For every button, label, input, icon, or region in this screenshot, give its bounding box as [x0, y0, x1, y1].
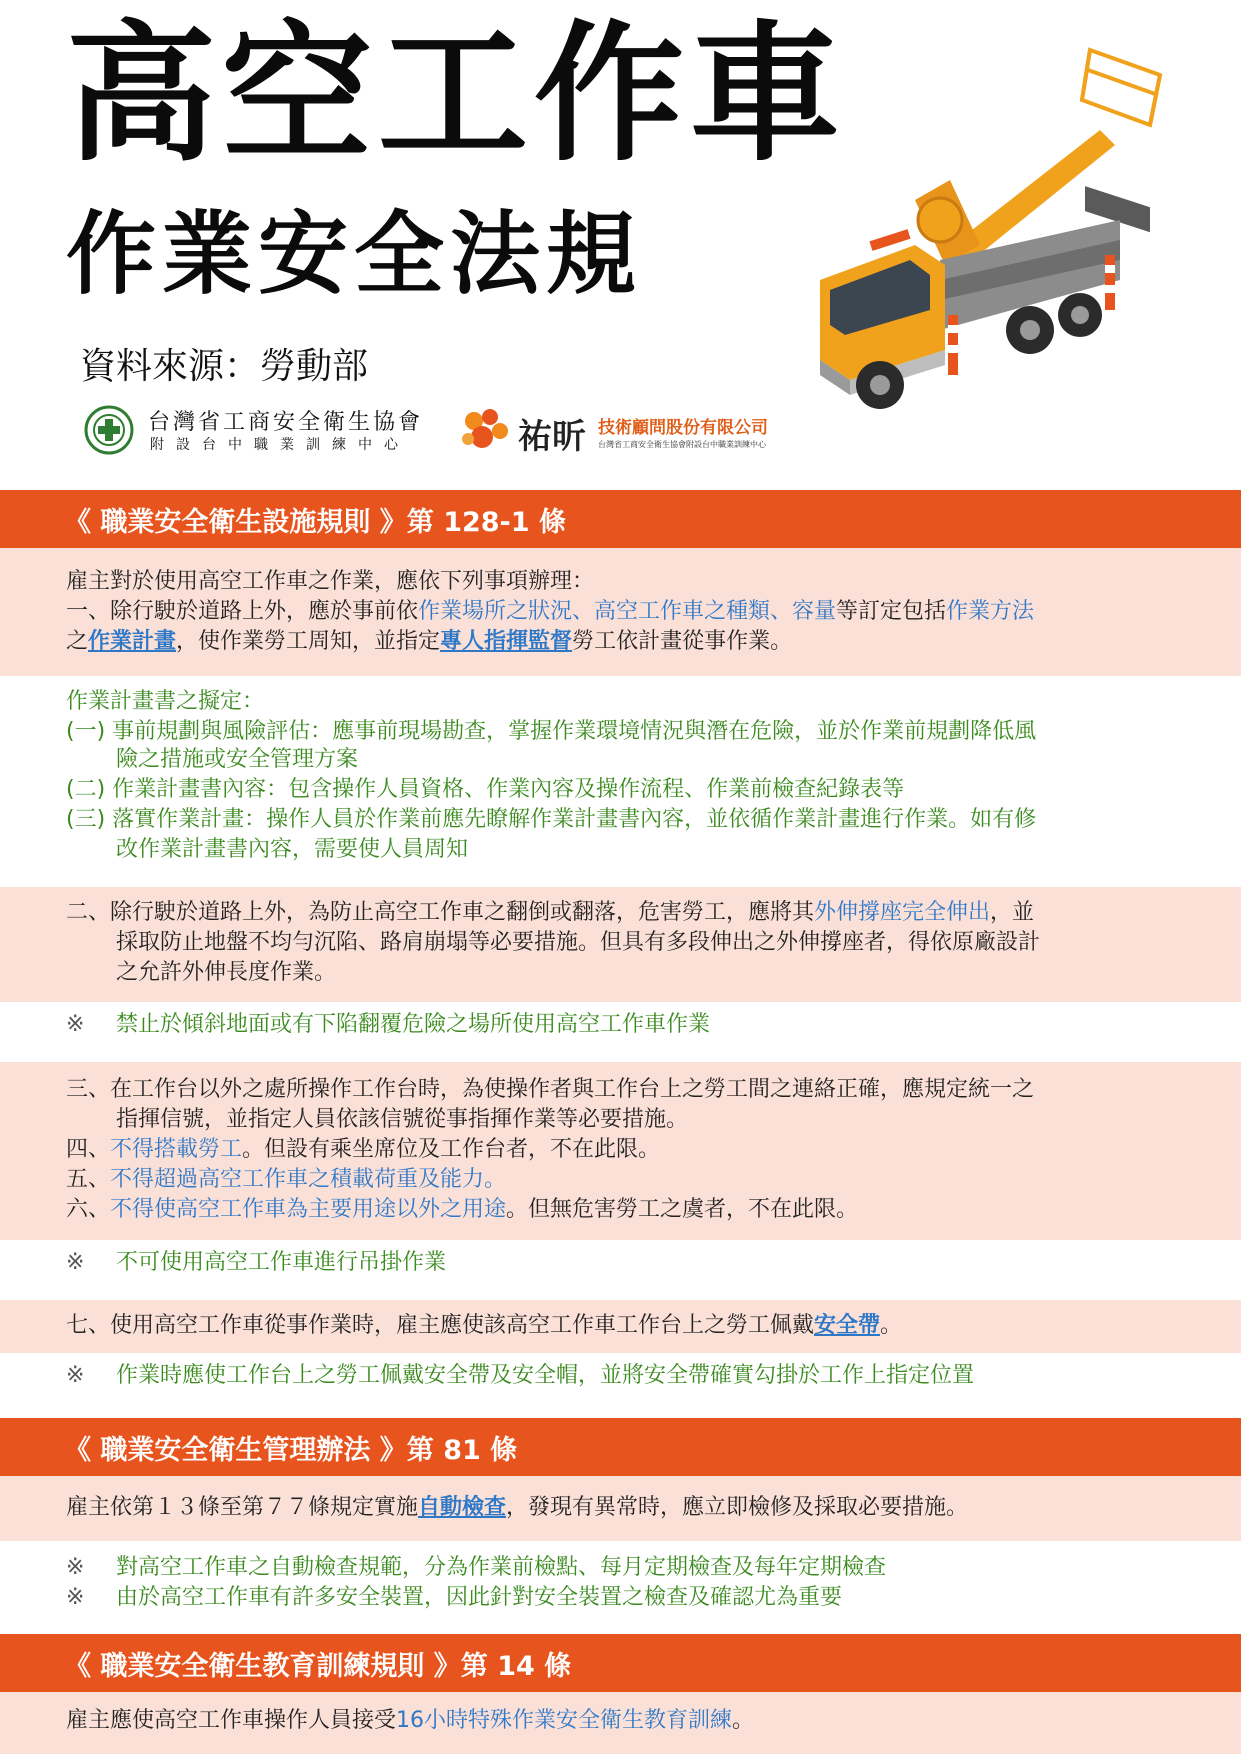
association-logo [84, 405, 474, 457]
section-heading-81: 《 職業安全衛生管理辦法 》第 81 條 [0, 1418, 1241, 1476]
note-no-lifting: ※ 不可使用高空工作車進行吊掛作業 [66, 1250, 447, 1275]
association-sub: 附設台中職業訓練中心 [150, 437, 410, 453]
source-line: 資料來源：勞動部 [80, 346, 369, 387]
note-auto-check: ※ 對高空工作車之自動檢查規範，分為作業前檢點、每月定期檢查及每年定期檢查 [66, 1555, 887, 1580]
plan-item1-line1: (一) 事前規劃與風險評估：應事前現場勘查，掌握作業環境情況與潛在危險，並於作業前規劃降低風 [66, 719, 1037, 744]
item4: 四、不得搭載勞工。但設有乘坐席位及工作台者，不在此限。 [66, 1137, 661, 1162]
item6: 六、不得使高空工作車為主要用途以外之用途。但無危害勞工之虞者，不在此限。 [66, 1197, 859, 1222]
note-safety-devices: ※ 由於高空工作車有許多安全裝置，因此針對安全裝置之檢查及確認尤為重要 [66, 1585, 843, 1610]
item2-line2: 採取防止地盤不均勻沉陷、路肩崩塌等必要措施。但具有多段伸出之外伸撐座者，得依原廠設計 [116, 930, 1041, 955]
company-subtitle: 台灣省工商安全衛生協會附設台中職業訓練中心 [598, 440, 766, 449]
plan-title: 作業計畫書之擬定： [66, 689, 265, 714]
item3-line1: 三、在工作台以外之處所操作工作台時，為使操作者與工作台上之勞工間之連絡正確，應規定統一之 [66, 1077, 1035, 1102]
plan-item3-line1: (三) 落實作業計畫：操作人員於作業前應先瞭解作業計畫書內容，並依循作業計畫進行作業。如有修 [66, 807, 1037, 832]
section2-body: 雇主依第１３條至第７７條規定實施自動檢查，發現有異常時，應立即檢修及採取必要措施。 [66, 1495, 969, 1520]
plan-item1-line2: 險之措施或安全管理方案 [116, 747, 359, 772]
item2-line1: 二、除行駛於道路上外，為防止高空工作車之翻倒或翻落，危害勞工，應將其外伸撐座完全伸出，並 [66, 900, 1035, 925]
note-slope: ※ 禁止於傾斜地面或有下陷翻覆危險之場所使用高空工作車作業 [66, 1012, 711, 1037]
plan-item3-line2: 改作業計畫書內容，需要使人員周知 [116, 837, 469, 862]
company-name: 技術顧問股份有限公司 [598, 418, 768, 438]
association-seal-icon [84, 405, 134, 455]
item1-line1: 一、除行駛於道路上外，應於事前依作業場所之狀況、高空工作車之種類、容量等訂定包括作業方法 [66, 599, 1035, 624]
item1-line2: 之作業計畫，使作業勞工周知，並指定專人指揮監督勞工依計畫從事作業。 [66, 629, 793, 654]
page-subtitle: 作業安全法規 [66, 202, 642, 307]
section-heading-128-1: 《 職業安全衛生設施規則 》第 128-1 條 [0, 490, 1241, 548]
section3-body: 雇主應使高空工作車操作人員接受16小時特殊作業安全衛生教育訓練。 [66, 1708, 755, 1733]
section-heading-14: 《 職業安全衛生教育訓練規則 》第 14 條 [0, 1634, 1241, 1692]
item2-line3: 之允許外伸長度作業。 [116, 960, 337, 985]
aerial-work-truck-illustration [820, 30, 1180, 450]
item3-line2: 指揮信號，並指定人員依該信號從事指揮作業等必要措施。 [116, 1107, 689, 1132]
company-mark-icon [460, 407, 512, 453]
company-brand: 祐昕 [518, 417, 586, 457]
company-logo [460, 405, 800, 457]
note-harness: ※ 作業時應使工作台上之勞工佩戴安全帶及安全帽，並將安全帶確實勾掛於工作上指定位置 [66, 1363, 975, 1388]
item7: 七、使用高空工作車從事作業時，雇主應使該高空工作車工作台上之勞工佩戴安全帶。 [66, 1313, 903, 1338]
intro-text: 雇主對於使用高空工作車之作業，應依下列事項辦理： [66, 569, 595, 594]
association-name: 台灣省工商安全衛生協會 [148, 410, 424, 435]
plan-item2: (二) 作業計畫書內容：包含操作人員資格、作業內容及操作流程、作業前檢查紀錄表等 [66, 777, 905, 802]
item5: 五、不得超過高空工作車之積載荷重及能力。 [66, 1167, 507, 1192]
page-title: 高空工作車 [66, 8, 847, 182]
